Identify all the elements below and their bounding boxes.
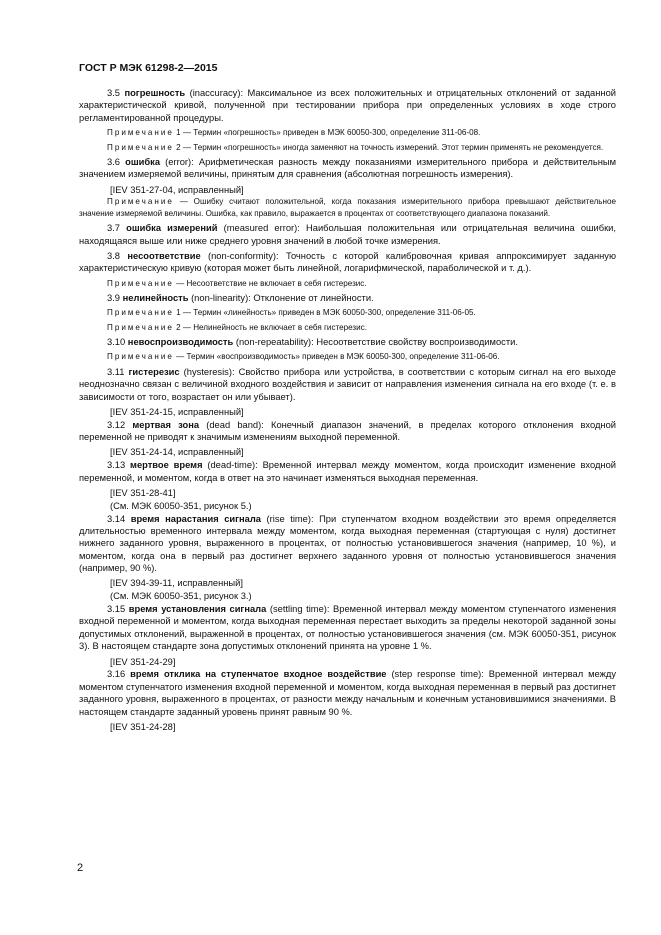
reference: [IEV 351-27-04, исправленный]	[110, 184, 244, 195]
term-3-5: 3.5 погрешность (inaccuracy): Максимальное из всех положительных и отрицательных отклонений от заданной характеристической кривой, полученной при тестировании прибора при определенных условиях в ходе строго регламентированной процедуры.	[79, 88, 616, 123]
reference: (См. МЭК 60050-351, рисунок 3.)	[110, 591, 252, 602]
reference: [IEV 351-28-41]	[110, 487, 176, 498]
term-name: гистерезис	[128, 366, 180, 377]
reference: [IEV 394-39-11, исправленный]	[110, 578, 243, 589]
term-3-15: 3.15 время установления сигнала (settling time): Временной интервал между моментом ступенчатого изменения входной переменной и моментом, когда выходная переменная перестает выходить за пределы некоторой заданной зоны допустимых отклонений, выраженной в процентах, от полностью установившегося значения (см. МЭК 60050-351, рисунок 3). В настоящем стандарте зона допустимых отклонений принята на уровне 1 %.	[79, 604, 617, 652]
document-body	[79, 87, 616, 734]
note: Примечание — Термин «воспроизводимость» приведен в МЭК 60050-300, определение 311-06-06.	[107, 352, 500, 362]
term-name: несоответствие	[127, 250, 201, 261]
term-3-10: 3.10 невоспроизводимость (non-repeatability): Несоответствие свойству воспроизводимости.	[107, 337, 518, 348]
reference: [IEV 351-24-28]	[110, 721, 176, 732]
term-name: погрешность	[124, 88, 186, 98]
term-3-13: 3.13 мертвое время (dead-time): Временной интервал между моментом, когда происходит изменение входной переменной, и моментом, когда в ответ на это начинает изменяться выходная переменная.	[79, 460, 616, 483]
term-3-6: 3.6 ошибка (error): Арифметическая разность между показаниями измерительного прибора и действительным значением измеряемой величины, принятым для сравнения (абсолютная погрешность измерения).	[79, 156, 616, 180]
note: Примечание — Несоответствие не включает в себя гистерезис.	[107, 278, 367, 288]
term-3-16: 3.16 время отклика на ступенчатое входное воздействие (step response time): Временной интервал между моментом ступенчатого изменения входной переменной и моментом, когда выходная переменная в первый раз достигнет заданного уровня, выраженного в процентах, от разности между начальным и конечным установившимися значениями. В настоящем стандарте заданный уровень принят равным 90 %.	[79, 669, 616, 717]
term-3-9: 3.9 нелинейность (non-linearity): Отклонение от линейности.	[107, 293, 374, 304]
term-3-7: 3.7 ошибка измерений (measured error): Наибольшая положительная или отрицательная величина ошибки, находящаяся выше или ниже среднего уровня значений в любой точке измерения.	[79, 223, 617, 246]
term-3-8: 3.8 несоответствие (non-conformity): Точность с которой калибровочная кривая аппроксимирует заданную характеристическую кривую (которая может быть линейной, логарифмической, параболической и т. д.).	[79, 250, 616, 274]
document-header: ГОСТ Р МЭК 61298-2—2015	[79, 62, 218, 74]
reference: [IEV 351-24-29]	[110, 656, 176, 667]
page-number: 2	[77, 862, 84, 874]
term-name: время нарастания сигнала	[130, 513, 262, 524]
term-name: нелинейность	[122, 293, 189, 304]
reference: [IEV 351-24-15, исправленный]	[110, 406, 244, 417]
term-name: невоспроизводимость	[127, 337, 234, 348]
note: Примечание 1 — Термин «линейность» приведен в МЭК 60050-300, определение 311-06-05.	[107, 308, 476, 318]
term-name: мертвое время	[130, 460, 203, 471]
term-3-14: 3.14 время нарастания сигнала (rise time): При ступенчатом входном воздействии это время определяется длительностью временного интервала между моментом, когда выходная переменная (стартующая с нуля) достигнет нижнего заданного уровня, выраженного в процентах, от полностью установившегося значения (например, 10 %), и моментом, когда она в первый раз достигнет верхнего заданного уровня от полностью установившегося значения (например, 90 %).	[79, 513, 616, 574]
term-3-11: 3.11 гистерезис (hysteresis): Свойство прибора или устройства, в соответствии с которым сигнал на его выходе неоднозначно связан с величиной входного воздействия и зависит от направления изменения сигнала на его входе (т. е. в зависимости от того, возрастает он или убывает).	[79, 366, 616, 402]
note: Примечание — Ошибку считают положительной, когда показания измерительного прибора превышают действительное значение измеряемой величины. Ошибка, как правило, выражается в процентах от соответствующего диапазона показаний.	[79, 197, 616, 218]
term-name: мертвая зона	[132, 419, 200, 430]
term-name: время отклика на ступенчатое входное воздействие	[130, 669, 387, 680]
term-name: время установления сигнала	[128, 604, 267, 615]
reference: (См. МЭК 60050-351, рисунок 5.)	[110, 500, 252, 511]
note: Примечание 1 — Термин «погрешность» приведен в МЭК 60050-300, определение 311-06-08.	[107, 128, 481, 138]
term-3-12: 3.12 мертвая зона (dead band): Конечный диапазон значений, в пределах которого отклонения входной переменной не приводят к значимым изменениям выходной переменной.	[79, 419, 616, 443]
term-name: ошибка	[125, 156, 161, 167]
note: Примечание 2 — Термин «погрешность» иногда заменяют на точность измерений. Этот термин применять не рекомендуется.	[107, 142, 604, 152]
note: Примечание 2 — Нелинейность не включает в себя гистерезис.	[107, 322, 367, 332]
term-name: ошибка измерений	[126, 223, 218, 234]
reference: [IEV 351-24-14, исправленный]	[110, 447, 244, 458]
